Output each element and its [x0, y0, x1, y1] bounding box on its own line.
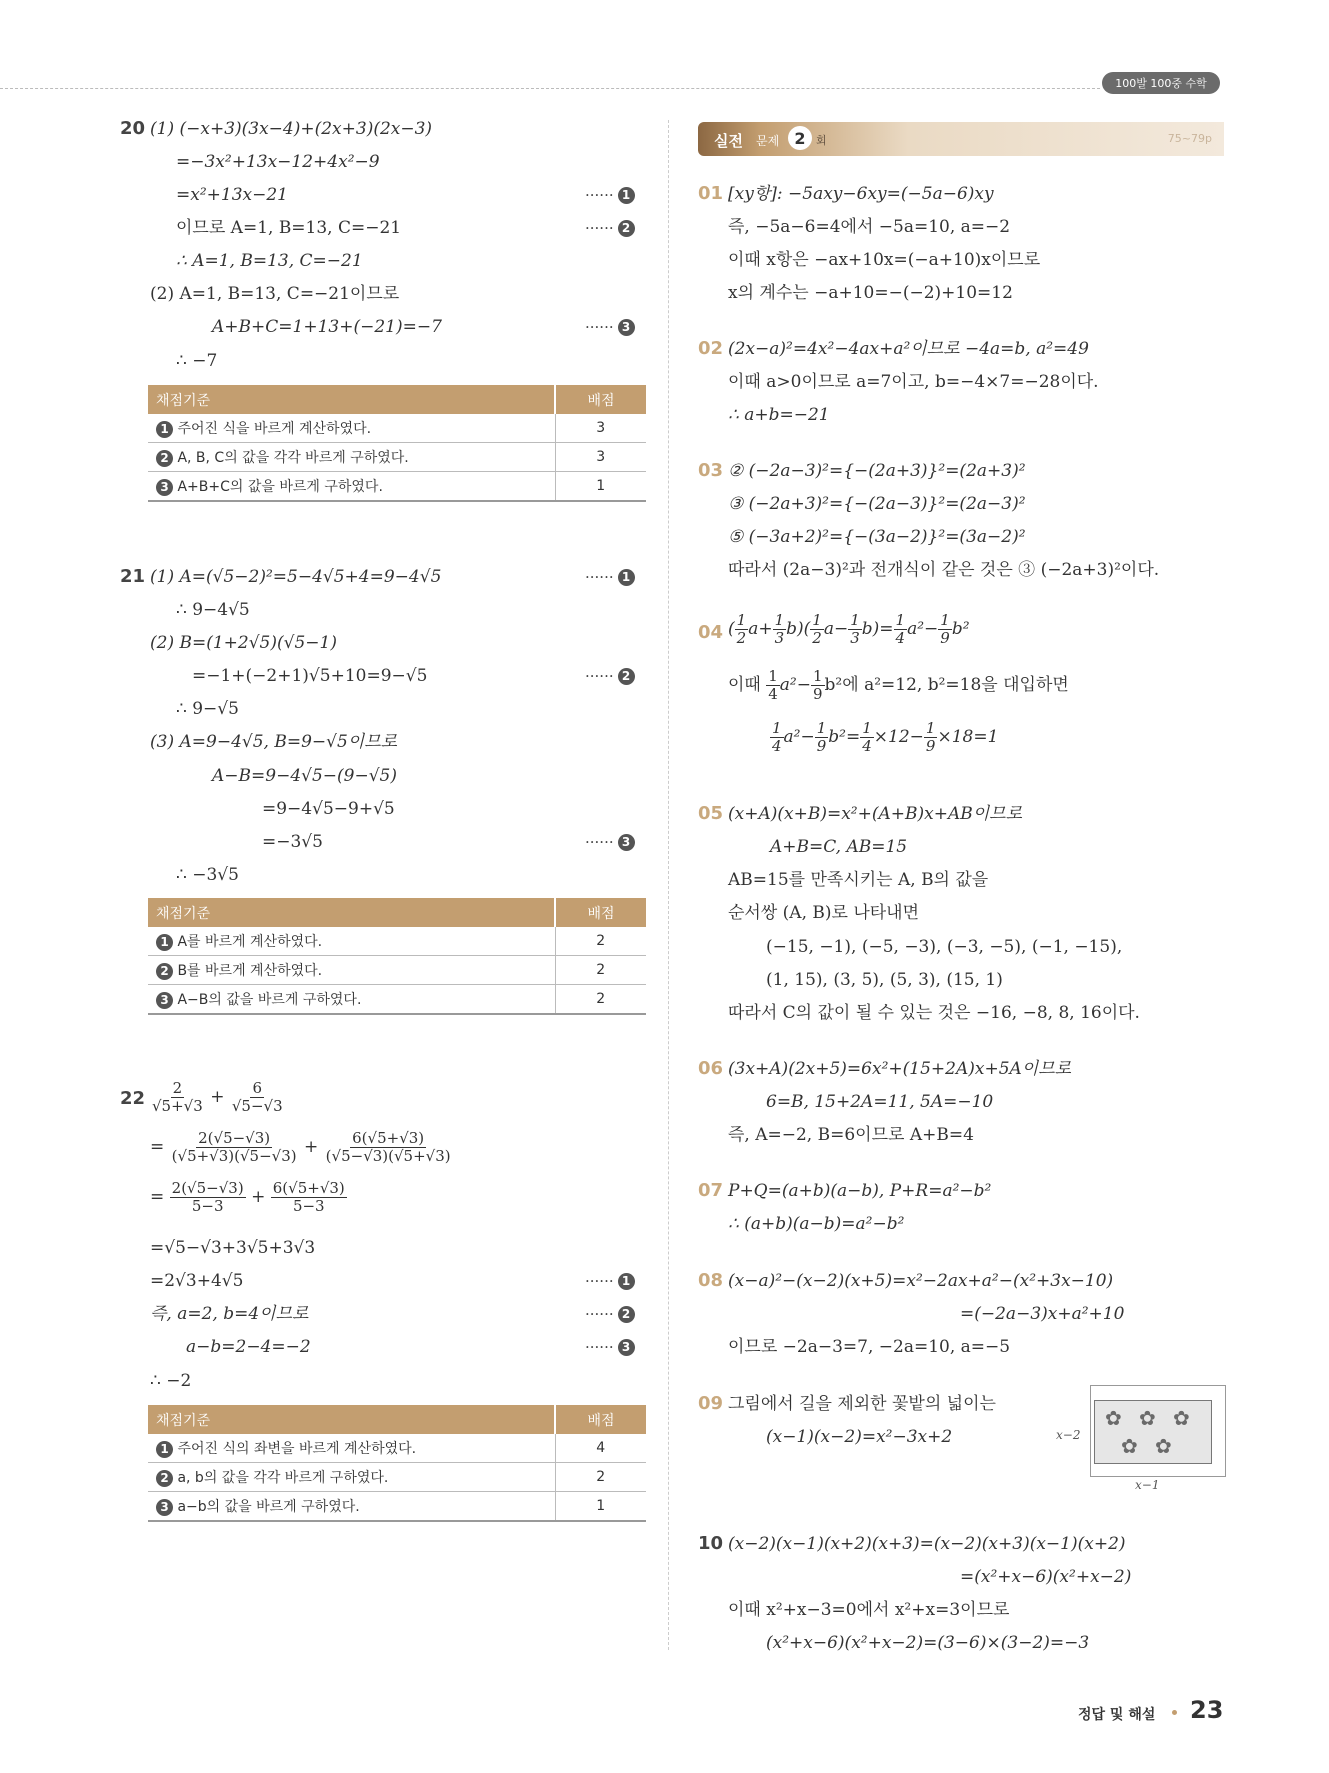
q07-line: ∴ (a+b)(a−b)=a²−b² — [728, 1214, 905, 1234]
q05-line: 순서쌍 (A, B)로 나타내면 — [728, 903, 920, 923]
q21-scoring-table — [148, 898, 646, 1015]
page-number: 23 — [1190, 1696, 1224, 1724]
step-number-icon: 1 — [618, 569, 635, 586]
q08-number: 08 — [698, 1270, 724, 1291]
q01-number: 01 — [698, 183, 724, 204]
q21-line: =9−4√5−9+√5 — [262, 799, 395, 819]
banner-number: 2 — [788, 126, 812, 150]
q03-line: ② (−2a−3)²={−(2a+3)}²=(2a+3)² — [728, 461, 1026, 481]
figure-label-side: x−2 — [1056, 1428, 1081, 1442]
q20-line: A+B+C=1+13+(−21)=−7 — [212, 317, 442, 337]
footer-dot-icon — [1172, 1710, 1177, 1715]
q05-line: AB=15를 만족시키는 A, B의 값을 — [728, 870, 989, 890]
step-marker: ······ 2 — [585, 219, 635, 237]
table-header: 채점기준 배점 — [148, 1405, 646, 1434]
table-row: 2 A, B, C의 값을 각각 바르게 구하였다. 3 — [148, 443, 646, 472]
banner-title-b: 문제 — [756, 134, 780, 148]
table-row: 3 a−b의 값을 바르게 구하였다. 1 — [148, 1492, 646, 1522]
q06-line: 6=B, 15+2A=11, 5A=−10 — [766, 1092, 994, 1112]
q02-line: 이때 a>0이므로 a=7이고, b=−4×7=−28이다. — [728, 372, 1099, 392]
table-row: 1 A를 바르게 계산하였다. 2 — [148, 927, 646, 956]
table-header: 채점기준 배점 — [148, 385, 646, 414]
q05-line: (1, 15), (3, 5), (5, 3), (15, 1) — [766, 970, 1003, 990]
step-marker: ······ 3 — [585, 1338, 635, 1356]
q04-line-1: ( $\frac{1}{2}$ a+ $\frac{1}{3}$ b)( $\frac{1}{2}$ a− $\frac{1}{3}$ b)= $\frac{1}{4}$ a²− $\frac{1}{9}$ b² — [728, 611, 970, 647]
step-marker: ······ 2 — [585, 1305, 635, 1323]
q21-line: A−B=9−4√5−(9−√5) — [212, 766, 397, 786]
q01-line: [xy항]: −5axy−6xy=(−5a−6)xy — [728, 184, 994, 204]
q09-line: (x−1)(x−2)=x²−3x+2 — [766, 1427, 953, 1447]
flower-bed-figure — [1090, 1385, 1226, 1477]
header-dashed-line — [0, 88, 1100, 89]
q05-number: 05 — [698, 803, 724, 824]
q22-line: 즉, a=2, b=4이므로 — [150, 1304, 309, 1324]
q06-line: 즉, A=−2, B=6이므로 A+B=4 — [728, 1125, 974, 1145]
q21-line: (1) A=(√5−2)²=5−4√5+4=9−4√5 — [150, 567, 442, 587]
banner-pages: 75~79p — [1167, 132, 1212, 145]
q01-line: 즉, −5a−6=4에서 −5a=10, a=−2 — [728, 217, 1011, 237]
table-row: 3 A+B+C의 값을 바르게 구하였다. 1 — [148, 472, 646, 502]
q08-line: (x−a)²−(x−2)(x+5)=x²−2ax+a²−(x²+3x−10) — [728, 1271, 1114, 1291]
q21-line: =−3√5 — [262, 832, 323, 852]
table-header: 채점기준 배점 — [148, 898, 646, 927]
q03-line: 따라서 (2a−3)²과 전개식이 같은 것은 ③ (−2a+3)²이다. — [728, 560, 1160, 580]
q03-line: ⑤ (−3a+2)²={−(3a−2)}²=(3a−2)² — [728, 527, 1026, 547]
q03-line: ③ (−2a+3)²={−(2a−3)}²=(2a−3)² — [728, 494, 1026, 514]
step-number-icon: 3 — [618, 834, 635, 851]
q20-line: =x²+13x−21 — [176, 185, 288, 205]
q04-line-3: $\frac{1}{4}$ a²− $\frac{1}{9}$ b²= $\frac{1}{4}$ ×12− $\frac{1}{9}$ ×18=1 — [772, 719, 999, 755]
q21-line: ∴ 9−√5 — [176, 699, 239, 719]
step-marker: ······ 2 — [585, 667, 635, 685]
q06-line: (3x+A)(2x+5)=6x²+(15+2A)x+5A이므로 — [728, 1059, 1072, 1079]
q22-fraction-line-2: = $\frac{2(√5-√3)}{(√5+√3)(√5-√3)}$ + $\frac{6(√5+√3)}{(√5-√3)(√5+√3)}$ — [150, 1129, 451, 1165]
q02-line: (2x−a)²=4x²−4ax+a²이므로 −4a=b, a²=49 — [728, 339, 1089, 359]
step-number-icon: 3 — [618, 319, 635, 336]
step-number-icon: 2 — [618, 668, 635, 685]
q20-number: 20 — [120, 118, 146, 139]
q22-line: =2√3+4√5 — [150, 1271, 244, 1291]
step-number-icon: 2 — [618, 1306, 635, 1323]
flower-icon: ✿ — [1155, 1434, 1172, 1458]
q21-line: ∴ −3√5 — [176, 865, 239, 885]
q20-line: 이므로 A=1, B=13, C=−21 — [176, 218, 402, 238]
footer-label: 정답 및 해설 — [1078, 1707, 1156, 1723]
banner-suffix: 회 — [816, 134, 827, 147]
table-row: 1 주어진 식을 바르게 계산하였다. 3 — [148, 414, 646, 443]
flower-icon: ✿ — [1173, 1406, 1190, 1430]
q09-number: 09 — [698, 1393, 724, 1414]
q02-line: ∴ a+b=−21 — [728, 405, 830, 425]
q01-line: x의 계수는 −a+10=−(−2)+10=12 — [728, 283, 1013, 303]
q20-line: ∴ A=1, B=13, C=−21 — [176, 251, 363, 271]
flower-icon: ✿ — [1121, 1434, 1138, 1458]
q21-line: =−1+(−2+1)√5+10=9−√5 — [192, 666, 428, 686]
step-marker: ······ 1 — [585, 186, 635, 204]
q09-line: 그림에서 길을 제외한 꽃밭의 넓이는 — [728, 1394, 996, 1414]
flower-icon: ✿ — [1139, 1406, 1156, 1430]
q21-line: ∴ 9−4√5 — [176, 600, 250, 620]
q05-line: A+B=C, AB=15 — [770, 837, 908, 857]
step-number-icon: 1 — [618, 1273, 635, 1290]
q01-line: 이때 x항은 −ax+10x=(−a+10)x이므로 — [728, 250, 1041, 270]
step-marker: ······ 3 — [585, 833, 635, 851]
q20-line: (1) (−x+3)(3x−4)+(2x+3)(2x−3) — [150, 119, 433, 139]
q22-scoring-table — [148, 1405, 646, 1522]
q22-fraction-line-1: $\frac{2}{√5+√3}$ + $\frac{6}{√5-√3}$ — [152, 1079, 283, 1115]
q06-number: 06 — [698, 1058, 724, 1079]
q08-line: 이므로 −2a−3=7, −2a=10, a=−5 — [728, 1337, 1011, 1357]
figure-label-bottom: x−1 — [1135, 1478, 1160, 1492]
q02-number: 02 — [698, 338, 724, 359]
q22-number: 22 — [120, 1088, 146, 1109]
q08-line: =(−2a−3)x+a²+10 — [960, 1304, 1125, 1324]
table-row: 2 B를 바르게 계산하였다. 2 — [148, 956, 646, 985]
q04-line-2: 이때 $\frac{1}{4}$ a²− $\frac{1}{9}$ b²에 a²=12, b²=18을 대입하면 — [728, 667, 1069, 703]
step-number-icon: 3 — [618, 1339, 635, 1356]
flower-icon: ✿ — [1105, 1406, 1122, 1430]
step-marker: ······ 1 — [585, 1272, 635, 1290]
table-row: 1 주어진 식의 좌변을 바르게 계산하였다. 4 — [148, 1434, 646, 1463]
q05-line: (x+A)(x+B)=x²+(A+B)x+AB이므로 — [728, 804, 1022, 824]
q10-number: 10 — [698, 1533, 724, 1554]
q20-line: ∴ −7 — [176, 351, 218, 371]
q10-line: (x−2)(x−1)(x+2)(x+3)=(x−2)(x+3)(x−1)(x+2) — [728, 1534, 1126, 1554]
q10-line: =(x²+x−6)(x²+x−2) — [960, 1567, 1132, 1587]
q05-line: (−15, −1), (−5, −3), (−3, −5), (−1, −15), — [766, 937, 1123, 957]
header-badge: 100발 100중 수학 — [1102, 72, 1220, 94]
q20-line: =−3x²+13x−12+4x²−9 — [176, 152, 380, 172]
q07-line: P+Q=(a+b)(a−b), P+R=a²−b² — [728, 1181, 992, 1201]
q22-line: =√5−√3+3√5+3√3 — [150, 1238, 316, 1258]
table-row: 3 A−B의 값을 바르게 구하였다. 2 — [148, 985, 646, 1015]
q03-number: 03 — [698, 460, 724, 481]
section-banner — [698, 122, 1224, 156]
q07-number: 07 — [698, 1180, 724, 1201]
step-number-icon: 1 — [618, 187, 635, 204]
q21-number: 21 — [120, 566, 146, 587]
q20-scoring-table — [148, 385, 646, 502]
step-marker: ······ 1 — [585, 568, 635, 586]
q10-line: (x²+x−6)(x²+x−2)=(3−6)×(3−2)=−3 — [766, 1633, 1090, 1653]
step-marker: ······ 3 — [585, 318, 635, 336]
q22-line: ∴ −2 — [150, 1371, 192, 1391]
q05-line: 따라서 C의 값이 될 수 있는 것은 −16, −8, 8, 16이다. — [728, 1003, 1140, 1023]
q10-line: 이때 x²+x−3=0에서 x²+x=3이므로 — [728, 1600, 1010, 1620]
q20-line: (2) A=1, B=13, C=−21이므로 — [150, 284, 400, 304]
banner-title-a: 실전 — [714, 132, 743, 150]
q21-line: (3) A=9−4√5, B=9−√5이므로 — [150, 732, 398, 752]
q22-fraction-line-3: = $\frac{2(√5-√3)}{5-3}$ + $\frac{6(√5+√3)}{5-3}$ — [150, 1179, 345, 1215]
column-divider — [668, 120, 669, 1650]
step-number-icon: 2 — [618, 220, 635, 237]
q21-line: (2) B=(1+2√5)(√5−1) — [150, 633, 337, 653]
table-row: 2 a, b의 값을 각각 바르게 구하였다. 2 — [148, 1463, 646, 1492]
q22-line: a−b=2−4=−2 — [186, 1337, 311, 1357]
q04-number: 04 — [698, 622, 724, 643]
